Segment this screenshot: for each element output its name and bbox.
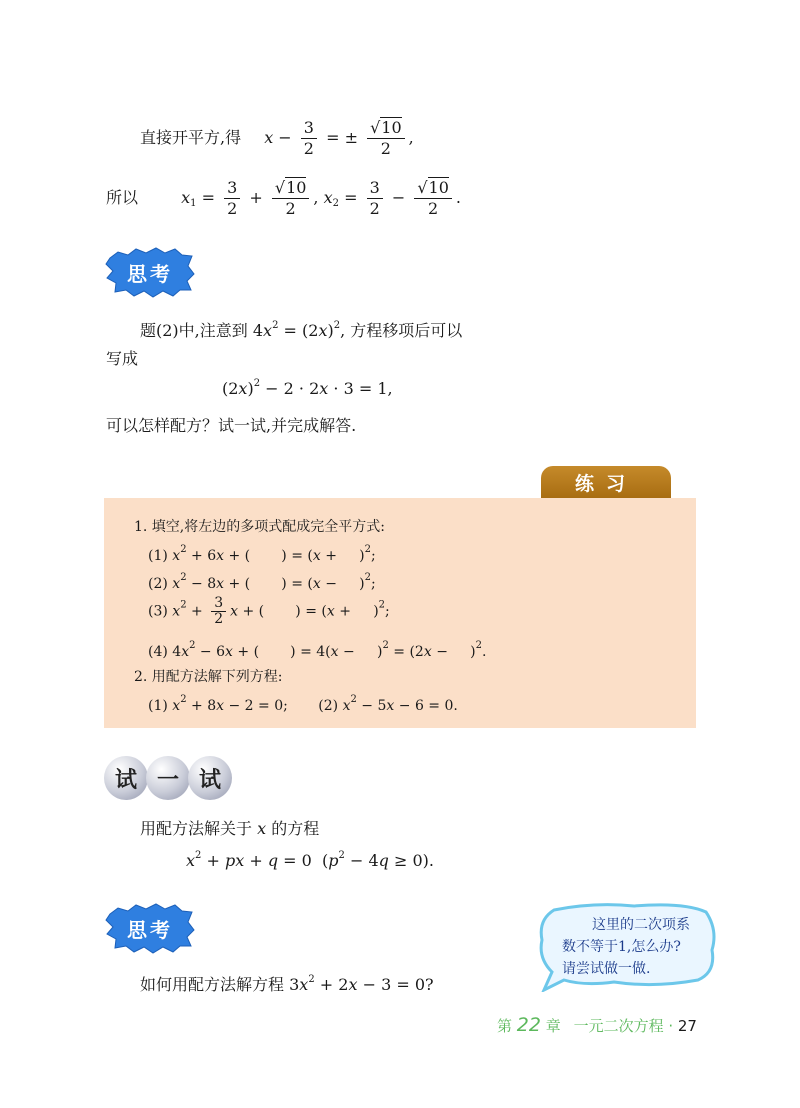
practice-q1: 1. 填空,将左边的多项式配成完全平方式: [134,519,385,535]
practice-q1-3: (3) $x^2$ + $\frac{3}{2}$ x + ( ) = (x + )$^2$; [148,595,390,627]
practice-tab [541,466,671,498]
think1-paragraph-2: 写成 [106,349,139,368]
callout-bubble [534,900,720,992]
chapter-number: 22 [516,1014,541,1036]
callout-line-1: 这里的二次项系 [592,917,690,933]
think1-equation: $(2x)^2 - 2 \cdot 2x \cdot 3 = 1$, [222,378,393,398]
page-number: 27 [677,1017,697,1035]
chapter-prefix: 第 [497,1017,513,1035]
think-badge-1 [104,246,196,298]
try-badge [104,754,234,802]
try-char-3: 试 [188,756,232,800]
practice-q2: 2. 用配方法解下列方程: [134,669,283,685]
page-footer [497,1014,697,1036]
think-label-1: 思考 [127,261,173,286]
try-intro: 用配方法解关于 x 的方程 [140,819,320,838]
think1-paragraph-4: 可以怎样配方？试一试,并完成解答. [106,416,357,435]
text-direct-sqrt: 直接开平方,得 [140,128,242,147]
practice-label: 练习 [574,472,637,495]
practice-q1-1: (1) $x^2 + 6x$ + ( ) = (x + )$^2$; [148,544,376,564]
try-equation: $x^2$ + px + q = 0 $(p^2 - 4q \ge 0)$. [186,850,434,870]
practice-q1-2: (2) $x^2 - 8x$ + ( ) = (x − )$^2$; [148,572,376,592]
think-badge-2 [104,902,196,954]
callout-line-2: 数不等于1,怎么办? [562,939,681,955]
practice-q1-4: (4) $4x^2 - 6x$ + ( ) = 4(x − )$^2$ = (2x − )$^2$. [148,640,487,660]
think2-question: 如何用配方法解方程 $3x^2 + 2x - 3 = 0$? [140,974,434,994]
text-so: 所以 [106,188,139,207]
equation-direct-sqrt: 直接开平方,得 x − $\frac{3}{2}$ = ± $\frac{√10}{2}$ , [140,118,414,158]
chapter-title: 一元二次方程 · [573,1017,674,1035]
think1-paragraph-1: 题(2)中,注意到 $4x^2 = (2x)^2$, 方程移项后可以 [140,320,463,340]
try-char-1: 试 [104,756,148,800]
think-label-2: 思考 [127,917,173,942]
equation-solutions: 所以 $x_1$ = $\frac{3}{2}$ + $\frac{√10}{2}$ , $x_2$ = $\frac{3}{2}$ − $\frac{√10}{2}$ . [106,178,461,218]
callout-line-3: 请尝试做一做. [562,961,651,977]
chapter-suffix: 章 [545,1017,561,1035]
try-char-2: 一 [146,756,190,800]
practice-q2-eqs: (1) $x^2 + 8x - 2 = 0$; (2) $x^2 - 5x - 6 = 0$. [148,694,458,714]
